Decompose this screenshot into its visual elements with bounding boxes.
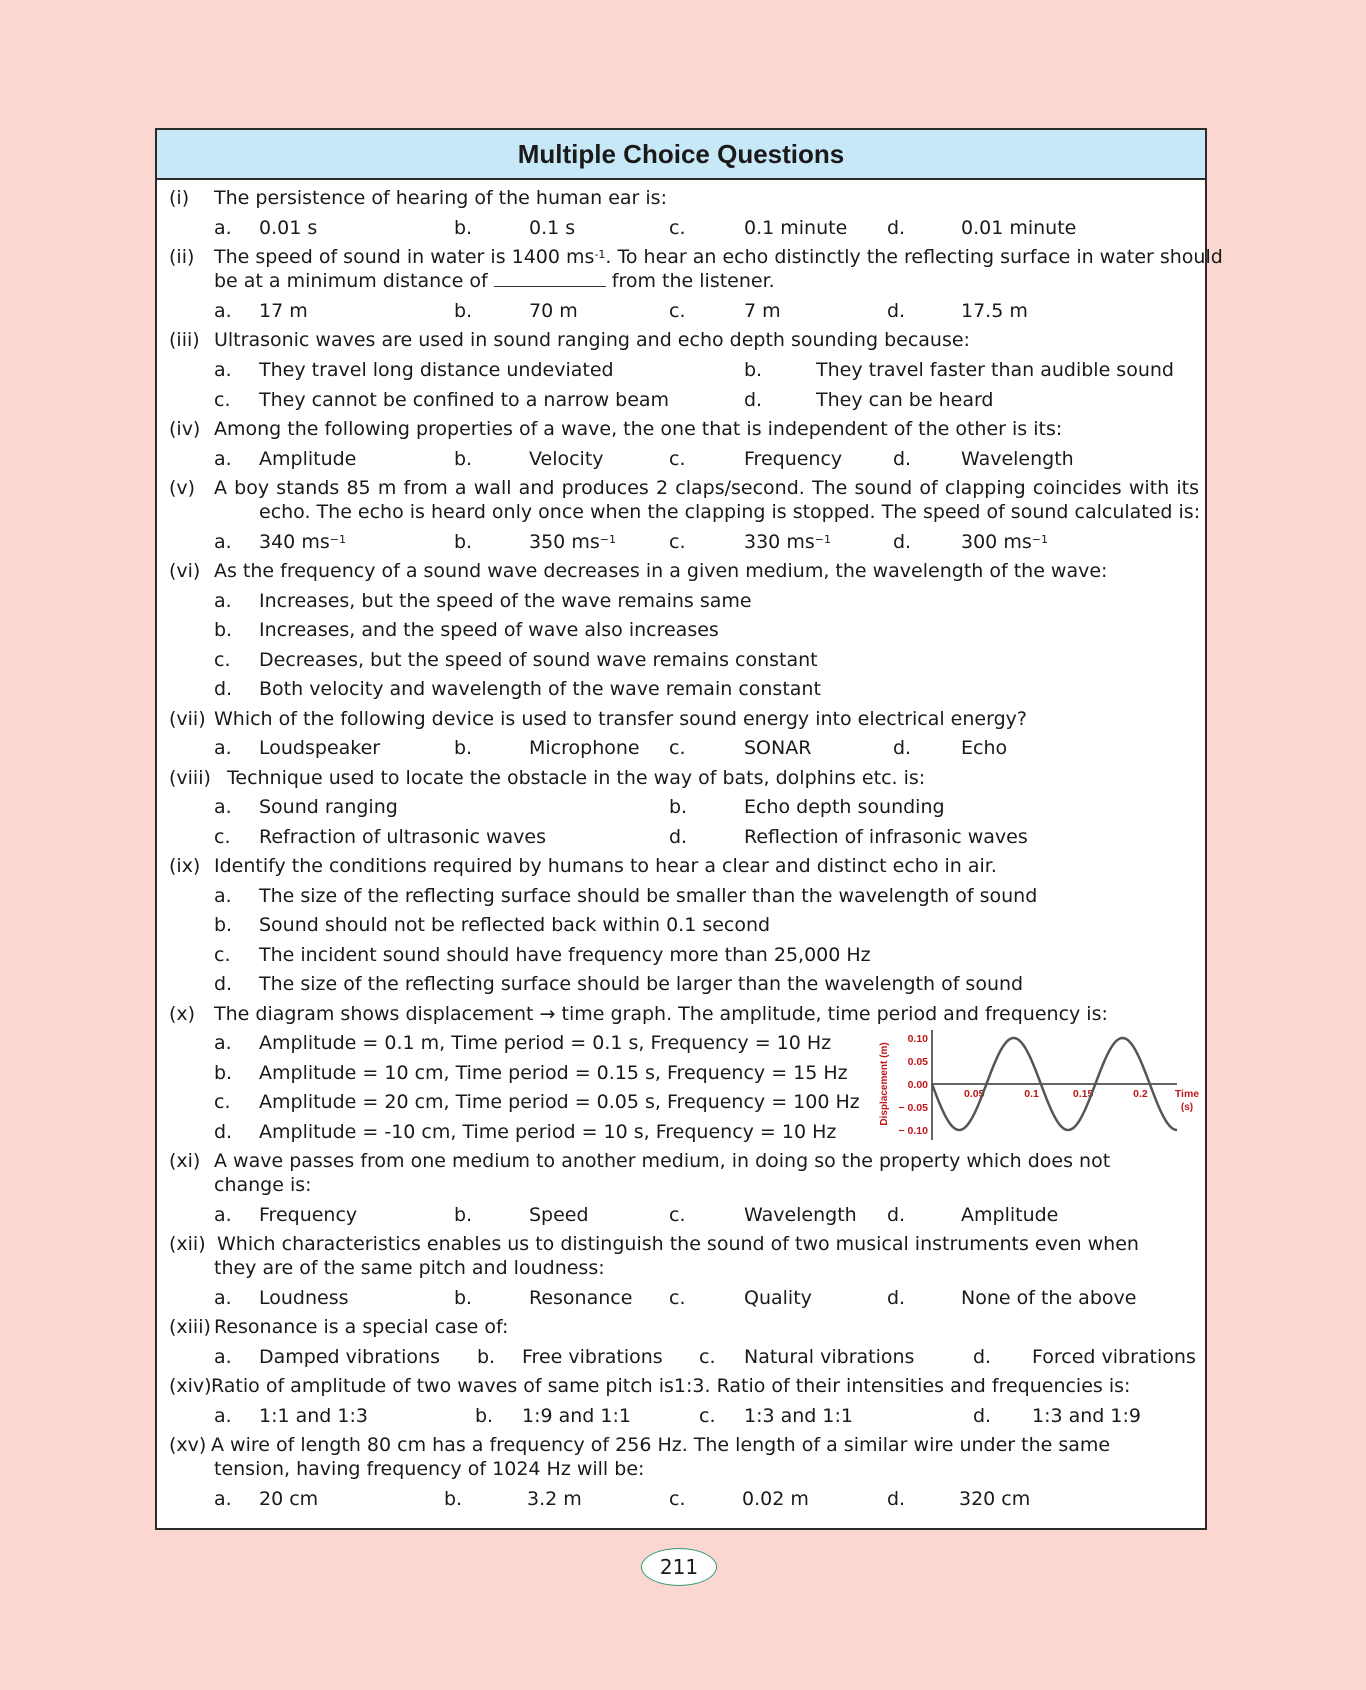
option-text: Forced vibrations: [1032, 1346, 1196, 1368]
option-text: Frequency: [259, 1204, 358, 1226]
option-text: 0.1 s: [529, 217, 576, 239]
option-text: Natural vibrations: [744, 1346, 915, 1368]
option-text: 330 $ms^{-1}$: [744, 531, 831, 553]
question-text: Among the following properties of a wave, the one that is independent of the other is its:: [214, 418, 1063, 440]
option-letter: c.: [214, 389, 231, 411]
question-number: (xiv): [169, 1375, 212, 1397]
option-text: Wavelength: [744, 1204, 857, 1226]
option-letter: b.: [214, 619, 233, 641]
option-text: Amplitude: [259, 448, 357, 470]
question-text: A boy stands 85 m from a wall and produces 2 claps/second. The sound of clapping coincides with its: [214, 477, 1199, 499]
option-letter: d.: [887, 1488, 906, 1510]
question-text: they are of the same pitch and loudness:: [214, 1257, 605, 1279]
option-letter: a.: [214, 1204, 232, 1226]
option-text: Refraction of ultrasonic waves: [259, 826, 546, 848]
option-text: 70 m: [529, 300, 578, 322]
option-text: 1:1 and 1:3: [259, 1405, 368, 1427]
option-letter: a.: [214, 1405, 232, 1427]
x-axis-label: Time: [1174, 1088, 1200, 1100]
option-text: 320 cm: [959, 1488, 1031, 1510]
option-text: Increases, and the speed of wave also increases: [259, 619, 719, 641]
option-text: 17.5 m: [961, 300, 1028, 322]
option-letter: d.: [214, 678, 233, 700]
question-text: Technique used to locate the obstacle in the way of bats, dolphins etc. is:: [227, 767, 926, 789]
question-text: Which of the following device is used to transfer sound energy into electrical energy?: [214, 708, 1027, 730]
question-text: echo. The echo is heard only once when the clapping is stopped. The speed of sound calculated is:: [259, 501, 1201, 523]
option-letter: c.: [669, 531, 686, 553]
option-letter: b.: [454, 1204, 473, 1226]
question-text: A wire of length 80 cm has a frequency of 256 Hz. The length of a similar wire under the same: [211, 1434, 1111, 1456]
option-letter: c.: [669, 1488, 686, 1510]
option-text: 1:9 and 1:1: [522, 1405, 631, 1427]
option-text: Both velocity and wavelength of the wave remain constant: [259, 678, 821, 700]
option-letter: d.: [973, 1346, 992, 1368]
option-text: 0.1 minute: [744, 217, 848, 239]
option-letter: d.: [893, 448, 912, 470]
question-text: The persistence of hearing of the human ear is:: [214, 187, 667, 209]
question-text: The speed of sound in water is 1400 $ms^{-1}$. To hear an echo distinctly the reflecting surface in water should: [214, 246, 1223, 268]
option-letter: a.: [214, 590, 232, 612]
option-text: Echo: [961, 737, 1008, 759]
option-letter: d.: [744, 389, 763, 411]
option-letter: a.: [214, 300, 232, 322]
option-letter: b.: [214, 914, 233, 936]
option-letter: b.: [454, 448, 473, 470]
question-number: (viii): [169, 767, 211, 789]
y-tick-label: − 0.10: [898, 1125, 928, 1137]
option-text: Amplitude: [961, 1204, 1059, 1226]
option-text: 340 $ms^{-1}$: [259, 531, 346, 553]
question-number: (xii): [169, 1233, 206, 1255]
option-letter: c.: [669, 217, 686, 239]
question-number: (iii): [169, 329, 200, 351]
option-text: Damped vibrations: [259, 1346, 440, 1368]
question-text: Which characteristics enables us to distinguish the sound of two musical instruments even when: [217, 1233, 1139, 1255]
option-letter: b.: [669, 796, 688, 818]
question-text: Ratio of amplitude of two waves of same pitch is1:3. Ratio of their intensities and frequencies is:: [211, 1375, 1131, 1397]
option-letter: b.: [454, 531, 473, 553]
question-number: (ii): [169, 246, 195, 268]
option-letter: c.: [669, 300, 686, 322]
option-text: Sound ranging: [259, 796, 398, 818]
option-text: 0.02 m: [742, 1488, 809, 1510]
option-text: 1:3 and 1:9: [1032, 1405, 1141, 1427]
option-text: None of the above: [961, 1287, 1137, 1309]
option-text: Increases, but the speed of the wave remains same: [259, 590, 752, 612]
option-text: Echo depth sounding: [744, 796, 945, 818]
option-letter: d.: [893, 531, 912, 553]
option-letter: c.: [699, 1346, 716, 1368]
option-text: Speed: [529, 1204, 589, 1226]
y-tick-label: 0.10: [907, 1033, 928, 1045]
option-text: They cannot be confined to a narrow beam: [259, 389, 670, 411]
option-text: 350 $ms^{-1}$: [529, 531, 616, 553]
option-text: 1:3 and 1:1: [744, 1405, 853, 1427]
option-text: Quality: [744, 1287, 812, 1309]
option-text: 17 m: [259, 300, 308, 322]
option-text: 7 m: [744, 300, 781, 322]
option-text: Decreases, but the speed of sound wave remains constant: [259, 649, 818, 671]
option-text: 3.2 m: [527, 1488, 582, 1510]
option-letter: a.: [214, 217, 232, 239]
option-letter: b.: [454, 300, 473, 322]
option-text: Velocity: [529, 448, 604, 470]
question-number: (xv): [169, 1434, 207, 1456]
option-letter: c.: [214, 944, 231, 966]
option-letter: a.: [214, 1032, 232, 1054]
question-number: (x): [169, 1003, 196, 1025]
option-letter: a.: [214, 1346, 232, 1368]
option-letter: a.: [214, 448, 232, 470]
option-letter: c.: [699, 1405, 716, 1427]
y-tick-label: 0.05: [907, 1056, 928, 1068]
option-letter: a.: [214, 1488, 232, 1510]
x-tick-label: 0.15: [1072, 1088, 1094, 1100]
question-number: (vi): [169, 560, 201, 582]
option-letter: d.: [887, 217, 906, 239]
option-text: They can be heard: [816, 389, 994, 411]
mcq-box: [155, 128, 1223, 1530]
question-number: (ix): [169, 855, 201, 877]
y-tick-label: 0.00: [907, 1079, 928, 1091]
y-axis-label: Displacement (m): [879, 1042, 890, 1126]
option-text: Microphone: [529, 737, 640, 759]
option-letter: c.: [214, 826, 231, 848]
option-text: Amplitude = 20 cm, Time period = 0.05 s, Frequency = 100 Hz: [259, 1091, 860, 1113]
x-tick-label: 0.2: [1133, 1088, 1148, 1100]
option-letter: b.: [475, 1405, 494, 1427]
option-letter: c.: [214, 649, 231, 671]
option-text: Amplitude = 0.1 m, Time period = 0.1 s, Frequency = 10 Hz: [259, 1032, 832, 1054]
answer-blank: [494, 269, 606, 287]
option-letter: b.: [477, 1346, 496, 1368]
x-tick-label: 0.05: [964, 1088, 985, 1100]
option-text: 0.01 minute: [961, 217, 1077, 239]
question-text: A wave passes from one medium to another medium, in doing so the property which does not: [214, 1150, 1111, 1172]
x-axis-unit-label: (s): [1180, 1102, 1194, 1113]
option-letter: a.: [214, 885, 232, 907]
option-letter: b.: [214, 1062, 233, 1084]
question-text: change is:: [214, 1174, 312, 1196]
question-text: Ultrasonic waves are used in sound ranging and echo depth sounding because:: [214, 329, 970, 351]
displacement-time-graph: [877, 1028, 1207, 1148]
option-letter: d.: [887, 1204, 906, 1226]
option-text: They travel faster than audible sound: [816, 359, 1174, 381]
question-number: (iv): [169, 418, 201, 440]
option-text: Loudness: [259, 1287, 349, 1309]
option-text: Frequency: [744, 448, 843, 470]
option-letter: a.: [214, 796, 232, 818]
question-text: tension, having frequency of 1024 Hz will be:: [214, 1458, 645, 1480]
option-text: The size of the reflecting surface should be smaller than the wavelength of sound: [259, 885, 1038, 907]
question-number: (vii): [169, 708, 206, 730]
option-letter: a.: [214, 359, 232, 381]
option-letter: c.: [669, 1287, 686, 1309]
page-number: 211: [641, 1548, 717, 1586]
option-letter: c.: [669, 448, 686, 470]
option-text: They travel long distance undeviated: [259, 359, 614, 381]
option-letter: d.: [893, 737, 912, 759]
option-letter: d.: [973, 1405, 992, 1427]
option-letter: c.: [669, 1204, 686, 1226]
question-text: As the frequency of a sound wave decreases in a given medium, the wavelength of the wave:: [214, 560, 1108, 582]
option-text: Sound should not be reflected back within 0.1 second: [259, 914, 771, 936]
option-letter: a.: [214, 737, 232, 759]
option-letter: c.: [214, 1091, 231, 1113]
section-title: Multiple Choice Questions: [157, 130, 1205, 180]
option-letter: d.: [214, 1121, 233, 1143]
x-tick-label: 0.1: [1024, 1088, 1039, 1100]
option-text: Free vibrations: [522, 1346, 663, 1368]
question-number: (xi): [169, 1150, 201, 1172]
option-letter: b.: [744, 359, 763, 381]
option-letter: b.: [454, 217, 473, 239]
option-letter: b.: [454, 737, 473, 759]
option-letter: d.: [887, 300, 906, 322]
option-text: Amplitude = 10 cm, Time period = 0.15 s, Frequency = 15 Hz: [259, 1062, 848, 1084]
question-text: The diagram shows displacement → time graph. The amplitude, time period and frequency is:: [214, 1003, 1108, 1025]
question-text: be at a minimum distance of from the listener.: [214, 270, 775, 292]
y-tick-label: − 0.05: [898, 1102, 928, 1114]
option-letter: a.: [214, 531, 232, 553]
option-letter: d.: [669, 826, 688, 848]
option-text: Loudspeaker: [259, 737, 381, 759]
option-letter: d.: [214, 973, 233, 995]
option-text: Amplitude = -10 cm, Time period = 10 s, Frequency = 10 Hz: [259, 1121, 837, 1143]
question-number: (xiii): [169, 1316, 211, 1338]
option-text: 0.01 s: [259, 217, 318, 239]
question-text: Identify the conditions required by humans to hear a clear and distinct echo in air.: [214, 855, 997, 877]
option-letter: c.: [669, 737, 686, 759]
option-letter: a.: [214, 1287, 232, 1309]
option-letter: b.: [444, 1488, 463, 1510]
option-text: Wavelength: [961, 448, 1074, 470]
option-text: The incident sound should have frequency more than 25,000 Hz: [259, 944, 871, 966]
question-number: (v): [169, 477, 196, 499]
option-text: 300 $ms^{-1}$: [961, 531, 1048, 553]
option-text: SONAR: [744, 737, 812, 759]
option-text: 20 cm: [259, 1488, 319, 1510]
question-number: (i): [169, 187, 190, 209]
option-text: Reflection of infrasonic waves: [744, 826, 1028, 848]
option-letter: b.: [454, 1287, 473, 1309]
option-letter: d.: [887, 1287, 906, 1309]
question-text: Resonance is a special case of:: [214, 1316, 509, 1338]
option-text: Resonance: [529, 1287, 633, 1309]
option-text: The size of the reflecting surface should be larger than the wavelength of sound: [259, 973, 1024, 995]
